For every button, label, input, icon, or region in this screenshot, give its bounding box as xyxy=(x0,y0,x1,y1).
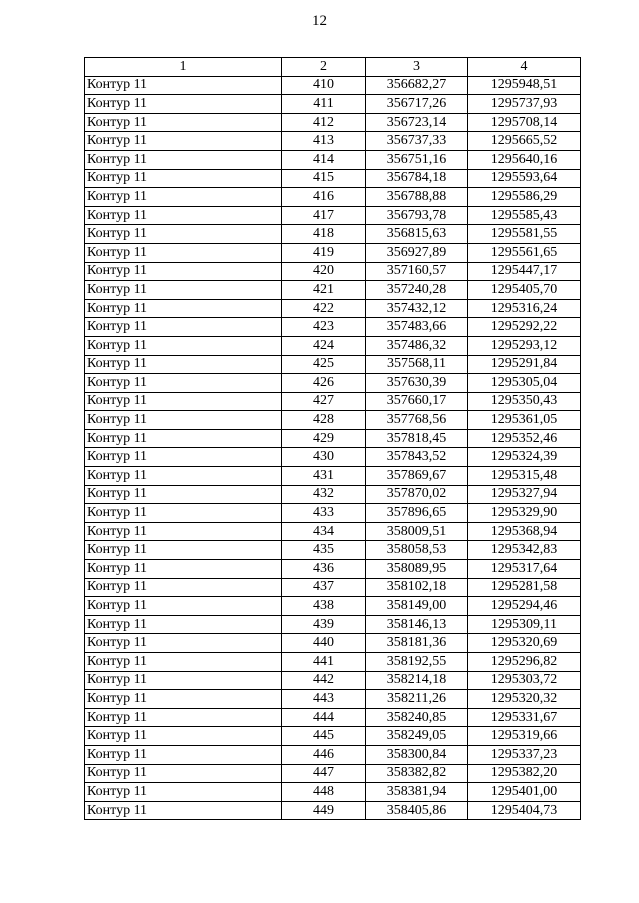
x-coordinate-cell: 358240,85 xyxy=(366,708,468,727)
contour-name-cell: Контур 11 xyxy=(85,355,282,374)
table-row xyxy=(85,690,581,709)
x-coordinate-cell: 357896,65 xyxy=(366,504,468,523)
point-number-cell: 441 xyxy=(282,653,366,672)
contour-name-cell: Контур 11 xyxy=(85,392,282,411)
table-row xyxy=(85,745,581,764)
table-row xyxy=(85,541,581,560)
x-coordinate-cell: 358214,18 xyxy=(366,671,468,690)
contour-name-cell: Контур 11 xyxy=(85,374,282,393)
table-row xyxy=(85,429,581,448)
table-row xyxy=(85,169,581,188)
x-coordinate-cell: 358211,26 xyxy=(366,690,468,709)
table-row xyxy=(85,281,581,300)
contour-name-cell: Контур 11 xyxy=(85,727,282,746)
table-row xyxy=(85,727,581,746)
table-row xyxy=(85,206,581,225)
y-coordinate-cell: 1295329,90 xyxy=(468,504,581,523)
contour-name-cell: Контур 11 xyxy=(85,150,282,169)
point-number-cell: 425 xyxy=(282,355,366,374)
contour-name-cell: Контур 11 xyxy=(85,225,282,244)
y-coordinate-cell: 1295320,69 xyxy=(468,634,581,653)
table-row xyxy=(85,597,581,616)
x-coordinate-cell: 357843,52 xyxy=(366,448,468,467)
point-number-cell: 446 xyxy=(282,745,366,764)
point-number-cell: 423 xyxy=(282,318,366,337)
x-coordinate-cell: 358382,82 xyxy=(366,764,468,783)
x-coordinate-cell: 358192,55 xyxy=(366,653,468,672)
table-row xyxy=(85,76,581,95)
x-coordinate-cell: 357768,56 xyxy=(366,411,468,430)
contour-name-cell: Контур 11 xyxy=(85,188,282,207)
x-coordinate-cell: 356737,33 xyxy=(366,132,468,151)
contour-name-cell: Контур 11 xyxy=(85,578,282,597)
y-coordinate-cell: 1295948,51 xyxy=(468,76,581,95)
table-row xyxy=(85,671,581,690)
x-coordinate-cell: 358058,53 xyxy=(366,541,468,560)
table-row xyxy=(85,113,581,132)
x-coordinate-cell: 358300,84 xyxy=(366,745,468,764)
y-coordinate-cell: 1295585,43 xyxy=(468,206,581,225)
y-coordinate-cell: 1295294,46 xyxy=(468,597,581,616)
table-row xyxy=(85,448,581,467)
point-number-cell: 420 xyxy=(282,262,366,281)
x-coordinate-cell: 357160,57 xyxy=(366,262,468,281)
y-coordinate-cell: 1295593,64 xyxy=(468,169,581,188)
x-coordinate-cell: 358181,36 xyxy=(366,634,468,653)
contour-name-cell: Контур 11 xyxy=(85,336,282,355)
y-coordinate-cell: 1295737,93 xyxy=(468,95,581,114)
table-row xyxy=(85,467,581,486)
table-row xyxy=(85,262,581,281)
y-coordinate-cell: 1295296,82 xyxy=(468,653,581,672)
y-coordinate-cell: 1295640,16 xyxy=(468,150,581,169)
table-row xyxy=(85,708,581,727)
table-row xyxy=(85,504,581,523)
x-coordinate-cell: 358009,51 xyxy=(366,522,468,541)
y-coordinate-cell: 1295292,22 xyxy=(468,318,581,337)
y-coordinate-cell: 1295305,04 xyxy=(468,374,581,393)
table-row xyxy=(85,522,581,541)
point-number-cell: 427 xyxy=(282,392,366,411)
point-number-cell: 416 xyxy=(282,188,366,207)
table-row xyxy=(85,783,581,802)
contour-name-cell: Контур 11 xyxy=(85,597,282,616)
x-coordinate-cell: 356793,78 xyxy=(366,206,468,225)
point-number-cell: 410 xyxy=(282,76,366,95)
point-number-cell: 432 xyxy=(282,485,366,504)
table-row xyxy=(85,336,581,355)
page-number: 12 xyxy=(312,13,327,29)
y-coordinate-cell: 1295665,52 xyxy=(468,132,581,151)
contour-name-cell: Контур 11 xyxy=(85,764,282,783)
point-number-cell: 414 xyxy=(282,150,366,169)
point-number-cell: 426 xyxy=(282,374,366,393)
contour-name-cell: Контур 11 xyxy=(85,169,282,188)
x-coordinate-cell: 358249,05 xyxy=(366,727,468,746)
x-coordinate-cell: 357486,32 xyxy=(366,336,468,355)
contour-name-cell: Контур 11 xyxy=(85,467,282,486)
point-number-cell: 412 xyxy=(282,113,366,132)
table-row xyxy=(85,801,581,820)
y-coordinate-cell: 1295309,11 xyxy=(468,615,581,634)
point-number-cell: 445 xyxy=(282,727,366,746)
table-row xyxy=(85,188,581,207)
y-coordinate-cell: 1295586,29 xyxy=(468,188,581,207)
contour-name-cell: Контур 11 xyxy=(85,132,282,151)
x-coordinate-cell: 357240,28 xyxy=(366,281,468,300)
y-coordinate-cell: 1295447,17 xyxy=(468,262,581,281)
point-number-cell: 447 xyxy=(282,764,366,783)
table-row xyxy=(85,560,581,579)
point-number-cell: 415 xyxy=(282,169,366,188)
table-row xyxy=(85,225,581,244)
y-coordinate-cell: 1295352,46 xyxy=(468,429,581,448)
point-number-cell: 440 xyxy=(282,634,366,653)
point-number-cell: 413 xyxy=(282,132,366,151)
contour-name-cell: Контур 11 xyxy=(85,429,282,448)
table-header-row xyxy=(85,58,581,77)
x-coordinate-cell: 358146,13 xyxy=(366,615,468,634)
y-coordinate-cell: 1295293,12 xyxy=(468,336,581,355)
contour-name-cell: Контур 11 xyxy=(85,281,282,300)
contour-name-cell: Контур 11 xyxy=(85,671,282,690)
y-coordinate-cell: 1295350,43 xyxy=(468,392,581,411)
point-number-cell: 444 xyxy=(282,708,366,727)
y-coordinate-cell: 1295382,20 xyxy=(468,764,581,783)
y-coordinate-cell: 1295331,67 xyxy=(468,708,581,727)
point-number-cell: 434 xyxy=(282,522,366,541)
y-coordinate-cell: 1295404,73 xyxy=(468,801,581,820)
x-coordinate-cell: 357660,17 xyxy=(366,392,468,411)
y-coordinate-cell: 1295708,14 xyxy=(468,113,581,132)
y-coordinate-cell: 1295561,65 xyxy=(468,243,581,262)
y-coordinate-cell: 1295291,84 xyxy=(468,355,581,374)
y-coordinate-cell: 1295317,64 xyxy=(468,560,581,579)
table-row xyxy=(85,653,581,672)
point-number-cell: 442 xyxy=(282,671,366,690)
point-number-cell: 422 xyxy=(282,299,366,318)
y-coordinate-cell: 1295337,23 xyxy=(468,745,581,764)
x-coordinate-cell: 356751,16 xyxy=(366,150,468,169)
x-coordinate-cell: 357483,66 xyxy=(366,318,468,337)
table-row xyxy=(85,355,581,374)
y-coordinate-cell: 1295342,83 xyxy=(468,541,581,560)
contour-name-cell: Контур 11 xyxy=(85,615,282,634)
point-number-cell: 424 xyxy=(282,336,366,355)
contour-name-cell: Контур 11 xyxy=(85,653,282,672)
table-row xyxy=(85,411,581,430)
contour-name-cell: Контур 11 xyxy=(85,690,282,709)
table-row xyxy=(85,485,581,504)
x-coordinate-cell: 358149,00 xyxy=(366,597,468,616)
contour-name-cell: Контур 11 xyxy=(85,504,282,523)
table-row xyxy=(85,299,581,318)
contour-name-cell: Контур 11 xyxy=(85,560,282,579)
contour-name-cell: Контур 11 xyxy=(85,745,282,764)
point-number-cell: 443 xyxy=(282,690,366,709)
y-coordinate-cell: 1295327,94 xyxy=(468,485,581,504)
table-body xyxy=(85,76,581,820)
contour-name-cell: Контур 11 xyxy=(85,522,282,541)
column-header-3: 3 xyxy=(366,58,468,77)
contour-name-cell: Контур 11 xyxy=(85,95,282,114)
contour-name-cell: Контур 11 xyxy=(85,485,282,504)
x-coordinate-cell: 356717,26 xyxy=(366,95,468,114)
point-number-cell: 417 xyxy=(282,206,366,225)
coordinates-table xyxy=(84,57,581,820)
table-row xyxy=(85,318,581,337)
point-number-cell: 411 xyxy=(282,95,366,114)
contour-name-cell: Контур 11 xyxy=(85,113,282,132)
y-coordinate-cell: 1295316,24 xyxy=(468,299,581,318)
table-row xyxy=(85,374,581,393)
contour-name-cell: Контур 11 xyxy=(85,262,282,281)
contour-name-cell: Контур 11 xyxy=(85,708,282,727)
x-coordinate-cell: 357630,39 xyxy=(366,374,468,393)
x-coordinate-cell: 356784,18 xyxy=(366,169,468,188)
x-coordinate-cell: 358089,95 xyxy=(366,560,468,579)
point-number-cell: 438 xyxy=(282,597,366,616)
table-row xyxy=(85,132,581,151)
point-number-cell: 431 xyxy=(282,467,366,486)
point-number-cell: 449 xyxy=(282,801,366,820)
contour-name-cell: Контур 11 xyxy=(85,318,282,337)
point-number-cell: 421 xyxy=(282,281,366,300)
y-coordinate-cell: 1295368,94 xyxy=(468,522,581,541)
y-coordinate-cell: 1295281,58 xyxy=(468,578,581,597)
point-number-cell: 436 xyxy=(282,560,366,579)
point-number-cell: 448 xyxy=(282,783,366,802)
point-number-cell: 428 xyxy=(282,411,366,430)
y-coordinate-cell: 1295315,48 xyxy=(468,467,581,486)
table-row xyxy=(85,578,581,597)
x-coordinate-cell: 356927,89 xyxy=(366,243,468,262)
table-row xyxy=(85,95,581,114)
x-coordinate-cell: 358381,94 xyxy=(366,783,468,802)
y-coordinate-cell: 1295361,05 xyxy=(468,411,581,430)
table-row xyxy=(85,764,581,783)
point-number-cell: 429 xyxy=(282,429,366,448)
table-row xyxy=(85,150,581,169)
y-coordinate-cell: 1295320,32 xyxy=(468,690,581,709)
contour-name-cell: Контур 11 xyxy=(85,783,282,802)
x-coordinate-cell: 358102,18 xyxy=(366,578,468,597)
contour-name-cell: Контур 11 xyxy=(85,541,282,560)
y-coordinate-cell: 1295581,55 xyxy=(468,225,581,244)
contour-name-cell: Контур 11 xyxy=(85,801,282,820)
column-header-1: 1 xyxy=(85,58,282,77)
x-coordinate-cell: 358405,86 xyxy=(366,801,468,820)
point-number-cell: 435 xyxy=(282,541,366,560)
y-coordinate-cell: 1295324,39 xyxy=(468,448,581,467)
table-row xyxy=(85,243,581,262)
point-number-cell: 433 xyxy=(282,504,366,523)
contour-name-cell: Контур 11 xyxy=(85,243,282,262)
point-number-cell: 418 xyxy=(282,225,366,244)
y-coordinate-cell: 1295319,66 xyxy=(468,727,581,746)
x-coordinate-cell: 357869,67 xyxy=(366,467,468,486)
contour-name-cell: Контур 11 xyxy=(85,634,282,653)
table-row xyxy=(85,634,581,653)
x-coordinate-cell: 356682,27 xyxy=(366,76,468,95)
table-row xyxy=(85,615,581,634)
contour-name-cell: Контур 11 xyxy=(85,411,282,430)
table-row xyxy=(85,392,581,411)
x-coordinate-cell: 356815,63 xyxy=(366,225,468,244)
y-coordinate-cell: 1295303,72 xyxy=(468,671,581,690)
column-header-4: 4 xyxy=(468,58,581,77)
x-coordinate-cell: 357818,45 xyxy=(366,429,468,448)
contour-name-cell: Контур 11 xyxy=(85,206,282,225)
contour-name-cell: Контур 11 xyxy=(85,448,282,467)
y-coordinate-cell: 1295401,00 xyxy=(468,783,581,802)
point-number-cell: 430 xyxy=(282,448,366,467)
x-coordinate-cell: 357432,12 xyxy=(366,299,468,318)
contour-name-cell: Контур 11 xyxy=(85,299,282,318)
point-number-cell: 437 xyxy=(282,578,366,597)
point-number-cell: 439 xyxy=(282,615,366,634)
contour-name-cell: Контур 11 xyxy=(85,76,282,95)
x-coordinate-cell: 356723,14 xyxy=(366,113,468,132)
x-coordinate-cell: 356788,88 xyxy=(366,188,468,207)
point-number-cell: 419 xyxy=(282,243,366,262)
y-coordinate-cell: 1295405,70 xyxy=(468,281,581,300)
x-coordinate-cell: 357568,11 xyxy=(366,355,468,374)
column-header-2: 2 xyxy=(282,58,366,77)
x-coordinate-cell: 357870,02 xyxy=(366,485,468,504)
